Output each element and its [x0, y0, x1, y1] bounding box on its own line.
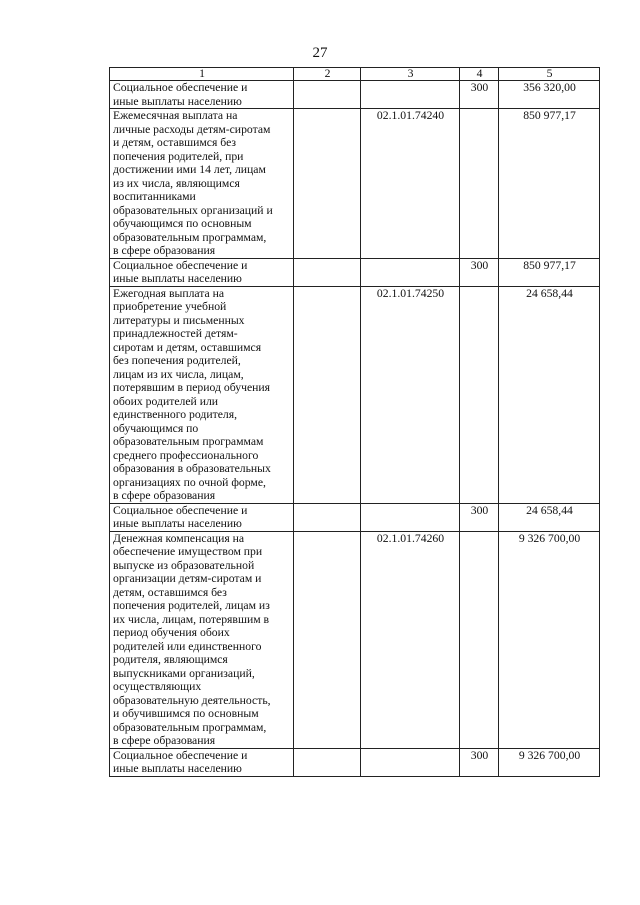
row-name-line: детям, оставшимся без [113, 585, 227, 599]
table-row [110, 109, 600, 259]
row-name-line: в сфере образования [113, 244, 216, 257]
header-col-4: 4 [460, 68, 499, 81]
row-name-line: Ежегодная выплата на [113, 286, 225, 300]
row-name-line: принадлежностей детям- [113, 327, 238, 340]
row-code-cell [361, 748, 460, 776]
row-name-line: из их числа, являющимся [113, 176, 240, 190]
header-col-3: 3 [361, 68, 460, 81]
row-name-line: иные выплаты населению [113, 762, 242, 775]
row-name-line: обеспечение имуществом при [113, 545, 263, 558]
row-name-line: образовательных организаций и [113, 203, 273, 217]
row-name-line: лицам из их числа, лицам, [113, 367, 244, 381]
row-name-line: образовательным программам, [113, 720, 267, 734]
row-name-line: среднего профессионального [113, 448, 259, 462]
row-name-line: обоих родителей или [113, 394, 219, 408]
row-code-cell: 02.1.01.74240 [361, 109, 460, 259]
row-name-line: родителя, являющимся [113, 653, 228, 666]
row-type-cell [460, 531, 499, 748]
row-name-line: Социальное обеспечение и [113, 503, 248, 517]
header-col-1: 1 [110, 68, 294, 81]
row-name-line: и детям, оставшимся без [113, 136, 237, 149]
table-row [110, 748, 600, 776]
header-col-2: 2 [294, 68, 361, 81]
row-name-line: Социальное обеспечение и [113, 81, 248, 94]
row-name-line: Социальное обеспечение и [113, 258, 248, 272]
row-type-cell: 300 [460, 258, 499, 286]
row-name-line: иные выплаты населению [113, 517, 242, 530]
row-type-cell: 300 [460, 81, 499, 109]
row-name-cell [110, 286, 294, 503]
row-name-line: в сфере образования [113, 489, 216, 502]
row-name-line: образования в образовательных [113, 462, 271, 475]
table-row [110, 531, 600, 748]
row-amount-cell: 24 658,44 [499, 286, 600, 503]
row-amount-cell: 850 977,17 [499, 109, 600, 259]
row-col2-cell [294, 109, 361, 259]
row-name-cell [110, 109, 294, 259]
table-body [110, 81, 600, 777]
row-col2-cell [294, 531, 361, 748]
row-name-line: попечения родителей, лицам из [113, 599, 270, 612]
row-name-cell [110, 503, 294, 531]
row-name-cell [110, 531, 294, 748]
row-name-line: период обучения обоих [113, 626, 230, 639]
row-name-line: их числа, лицам, потерявшим в [113, 612, 270, 626]
row-col2-cell [294, 81, 361, 109]
row-code-cell [361, 258, 460, 286]
row-name-line: выпуске из образовательной [113, 558, 255, 572]
row-name-line: без попечения родителей, [113, 354, 241, 367]
row-name-line: обучающимся по основным [113, 217, 252, 230]
row-name-line: образовательным программам, [113, 230, 267, 244]
row-name-line: Денежная компенсация на [113, 531, 245, 545]
table-row [110, 81, 600, 109]
row-name-line: Социальное обеспечение и [113, 748, 248, 762]
budget-table [109, 67, 600, 777]
row-name-line: образовательную деятельность, [113, 693, 271, 707]
row-col2-cell [294, 258, 361, 286]
table-row [110, 503, 600, 531]
row-col2-cell [294, 286, 361, 503]
row-name-line: воспитанниками [113, 190, 196, 203]
row-name-line: единственного родителя, [113, 408, 238, 421]
row-name-line: приобретение учебной [113, 300, 227, 313]
row-name-line: организациях по очной форме, [113, 475, 266, 489]
row-name-line: Ежемесячная выплата на [113, 109, 238, 122]
row-type-cell: 300 [460, 748, 499, 776]
row-type-cell: 300 [460, 503, 499, 531]
row-code-cell [361, 81, 460, 109]
row-name-cell [110, 748, 294, 776]
table-header [110, 68, 600, 81]
row-amount-cell: 24 658,44 [499, 503, 600, 531]
row-name-line: осуществляющих [113, 680, 202, 693]
row-code-cell [361, 503, 460, 531]
header-row [110, 68, 600, 81]
row-name-cell [110, 258, 294, 286]
table-row [110, 258, 600, 286]
row-amount-cell: 9 326 700,00 [499, 748, 600, 776]
row-name-line: иные выплаты населению [113, 272, 242, 285]
row-name-line: литературы и письменных [113, 313, 245, 327]
page-number: 27 [312, 45, 328, 61]
row-col2-cell [294, 748, 361, 776]
row-amount-cell: 850 977,17 [499, 258, 600, 286]
row-name-line: достижении ими 14 лет, лицам [113, 163, 266, 176]
row-code-cell: 02.1.01.74250 [361, 286, 460, 503]
row-name-line: попечения родителей, при [113, 149, 244, 163]
row-amount-cell: 9 326 700,00 [499, 531, 600, 748]
row-code-cell: 02.1.01.74260 [361, 531, 460, 748]
row-name-line: обучающимся по [113, 421, 199, 435]
header-col-5: 5 [499, 68, 600, 81]
row-name-line: иные выплаты населению [113, 94, 242, 108]
row-name-line: потерявшим в период обучения [113, 381, 271, 394]
row-name-line: и обучившимся по основным [113, 707, 259, 720]
row-type-cell [460, 109, 499, 259]
row-name-cell [110, 81, 294, 109]
row-name-line: в сфере образования [113, 734, 216, 747]
row-name-line: образовательным программам [113, 435, 264, 448]
row-name-line: личные расходы детям-сиротам [113, 122, 271, 136]
row-type-cell [460, 286, 499, 503]
row-name-line: выпускниками организаций, [113, 666, 255, 680]
row-name-line: родителей или единственного [113, 639, 262, 653]
row-name-line: сиротам и детям, оставшимся [113, 340, 262, 354]
table-row [110, 286, 600, 503]
row-amount-cell: 356 320,00 [499, 81, 600, 109]
row-col2-cell [294, 503, 361, 531]
row-name-line: организации детям-сиротам и [113, 572, 262, 585]
